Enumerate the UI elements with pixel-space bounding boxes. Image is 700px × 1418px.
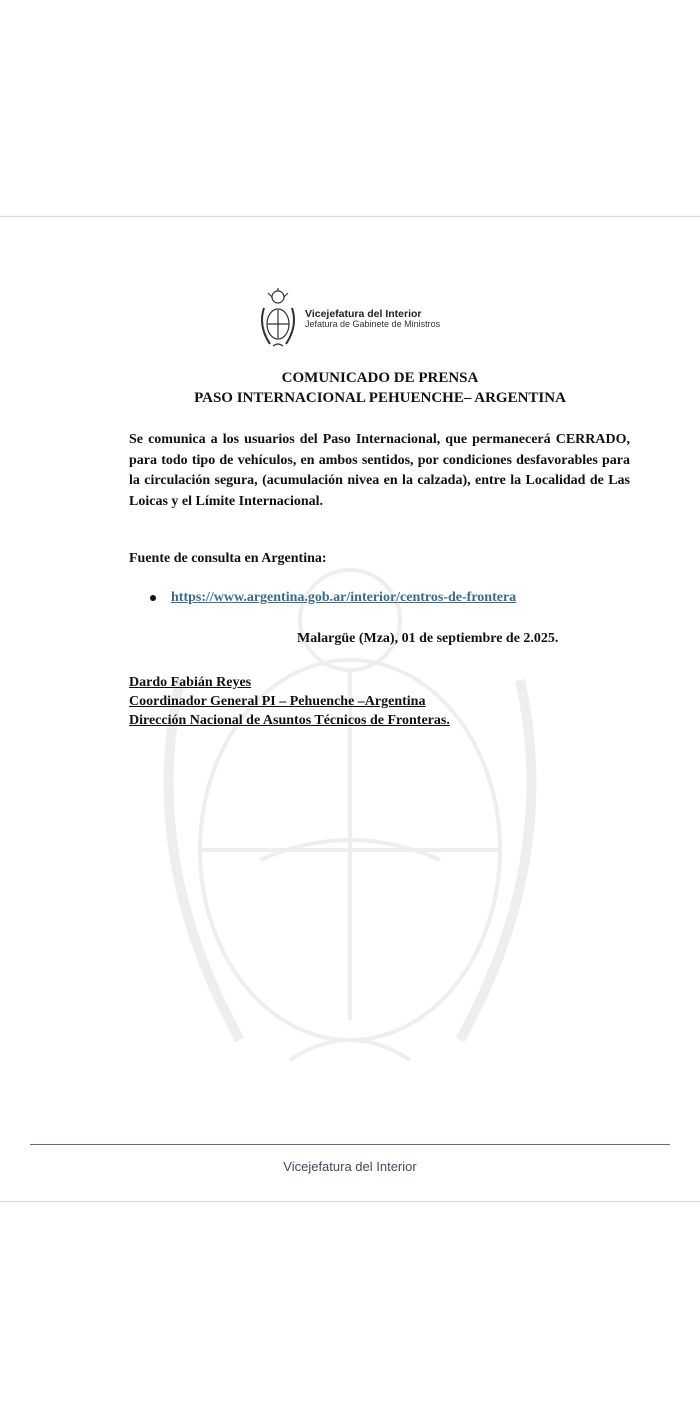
title-line-2: PASO INTERNACIONAL PEHUENCHE– ARGENTINA: [194, 390, 566, 406]
signatory-role: Coordinador General PI – Pehuenche –Argentina: [129, 694, 426, 709]
signatory-name: Dardo Fabián Reyes: [129, 675, 252, 690]
argentina-coat-of-arms-icon: [258, 288, 298, 350]
letterhead: [258, 288, 440, 350]
date-line: Malargüe (Mza), 01 de septiembre de 2.025.: [297, 631, 559, 646]
title-line-1: COMUNICADO DE PRENSA: [281, 370, 479, 386]
body-paragraph: Se comunica a los usuarios del Paso Internacional, que permanecerá CERRADO, para todo tipo de vehículos, en ambos sentidos, por condiciones desfavorables para la circulación segura, (acumulación nivea en la calzada), entre la Localidad de Las Loicas y el Límite Internacional.: [129, 432, 630, 509]
source-label: Fuente de consulta en Argentina:: [129, 551, 327, 566]
signatory-department: Dirección Nacional de Asuntos Técnicos de Fronteras.: [129, 713, 450, 728]
org-subtitle: Jefatura de Gabinete de Ministros: [305, 318, 441, 329]
footer-divider: [30, 1144, 670, 1145]
signature-block: [129, 673, 450, 730]
bullet-icon: [150, 595, 156, 601]
document-title: [0, 368, 700, 408]
footer-text: Vicejefatura del Interior: [283, 1159, 417, 1174]
list-item: [150, 590, 516, 606]
source-link[interactable]: https://www.argentina.gob.ar/interior/centros-de-frontera: [171, 590, 517, 605]
org-name: Vicejefatura del Interior: [305, 307, 422, 320]
source-link-list: [150, 590, 516, 606]
